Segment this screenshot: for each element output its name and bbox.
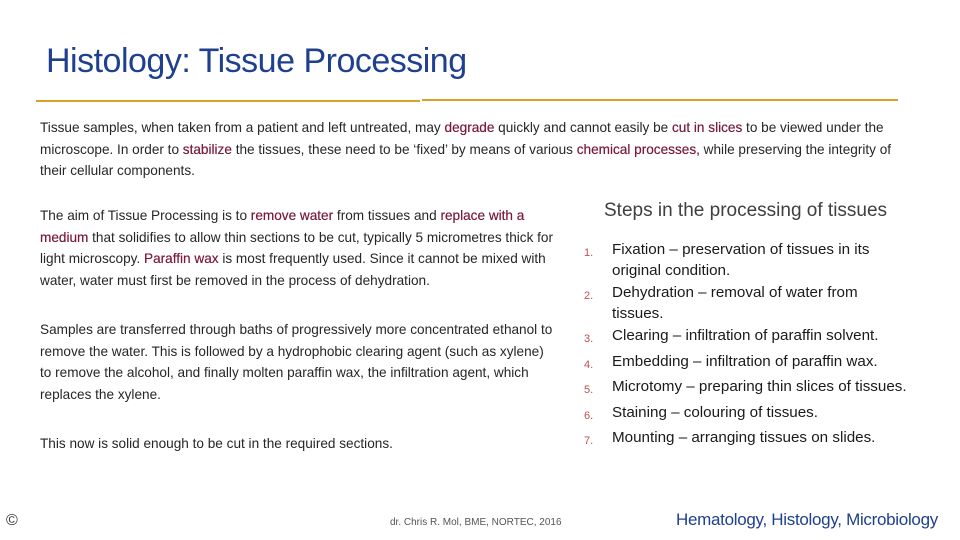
step-item — [580, 352, 910, 376]
step-item — [580, 403, 910, 427]
text-segment: from tissues and — [333, 208, 441, 223]
text-segment: Tissue samples, when taken from a patient and left untreated, may — [40, 120, 445, 135]
steps-heading: Steps in the processing of tissues — [604, 200, 888, 221]
highlighted-term: degrade — [444, 120, 495, 135]
samples-paragraph: Samples are transferred through baths of progressively more concentrated ethanol to remove the water. This is followed by a hydrophobic clearing agent (such as xylene) to remove the alcohol, and finally molten paraffin wax, the infiltration agent, which replaces the xylene. — [40, 322, 553, 402]
text-segment: quickly and cannot easily be — [494, 120, 672, 135]
text-segment: The aim of Tissue Processing is to — [40, 208, 251, 223]
text-segment: while preserving the integrity of their cellular components. — [40, 141, 892, 178]
highlighted-term: cut in slices — [672, 120, 743, 135]
highlighted-term: chemical processes, — [576, 141, 700, 157]
highlighted-term: Paraffin wax — [144, 251, 219, 266]
step-text: Staining – colouring of tissues. — [612, 403, 818, 421]
step-text: Fixation – preservation of tissues in its original condition. — [612, 241, 870, 279]
step-number: 6. — [584, 409, 594, 422]
step-number: 3. — [584, 333, 594, 345]
step-item — [580, 326, 910, 350]
intro-paragraph — [40, 117, 910, 182]
copyright-symbol: © — [6, 512, 18, 529]
highlighted-term: remove water — [250, 208, 334, 223]
step-number: 5. — [584, 384, 594, 396]
step-text: Dehydration – removal of water from tissues. — [612, 284, 858, 322]
footer-topic: Hematology, Histology, Microbiology — [676, 510, 938, 529]
step-text: Embedding – infiltration of paraffin wax. — [612, 352, 878, 370]
step-number: 7. — [584, 435, 594, 447]
text-segment: to be viewed under the microscope. In order to — [40, 120, 884, 157]
text-segment: that solidifies to allow thin sections to be cut, typically 5 micrometres thick for light microscopy. — [40, 229, 554, 266]
title-rule-right — [422, 99, 898, 101]
step-number: 1. — [584, 247, 594, 259]
step-text: Mounting – arranging tissues on slides. — [612, 429, 876, 446]
highlighted-term: replace with a medium — [40, 208, 525, 245]
step-item — [580, 377, 910, 401]
conclusion-paragraph: This now is solid enough to be cut in the required sections. — [40, 436, 393, 451]
steps-list — [580, 240, 910, 454]
step-item — [580, 428, 910, 452]
step-item — [580, 240, 910, 281]
aim-paragraph — [40, 205, 555, 291]
highlighted-term: stabilize — [182, 141, 232, 157]
footer-author: dr. Chris R. Mol, BME, NORTEC, 2016 — [390, 517, 562, 528]
step-item — [580, 283, 910, 324]
slide-title: Histology: Tissue Processing — [46, 42, 467, 80]
step-text: Clearing – infiltration of paraffin solvent. — [612, 327, 879, 344]
step-number: 4. — [584, 358, 594, 371]
step-text: Microtomy – preparing thin slices of tissues. — [612, 378, 907, 395]
text-segment: is most frequently used. Since it cannot be mixed with water, water must first be removed in the process of dehydration. — [40, 251, 546, 288]
title-rule-left — [36, 100, 420, 102]
text-segment: the tissues, these need to be ‘fixed’ by means of various — [231, 141, 577, 157]
step-number: 2. — [584, 290, 594, 302]
